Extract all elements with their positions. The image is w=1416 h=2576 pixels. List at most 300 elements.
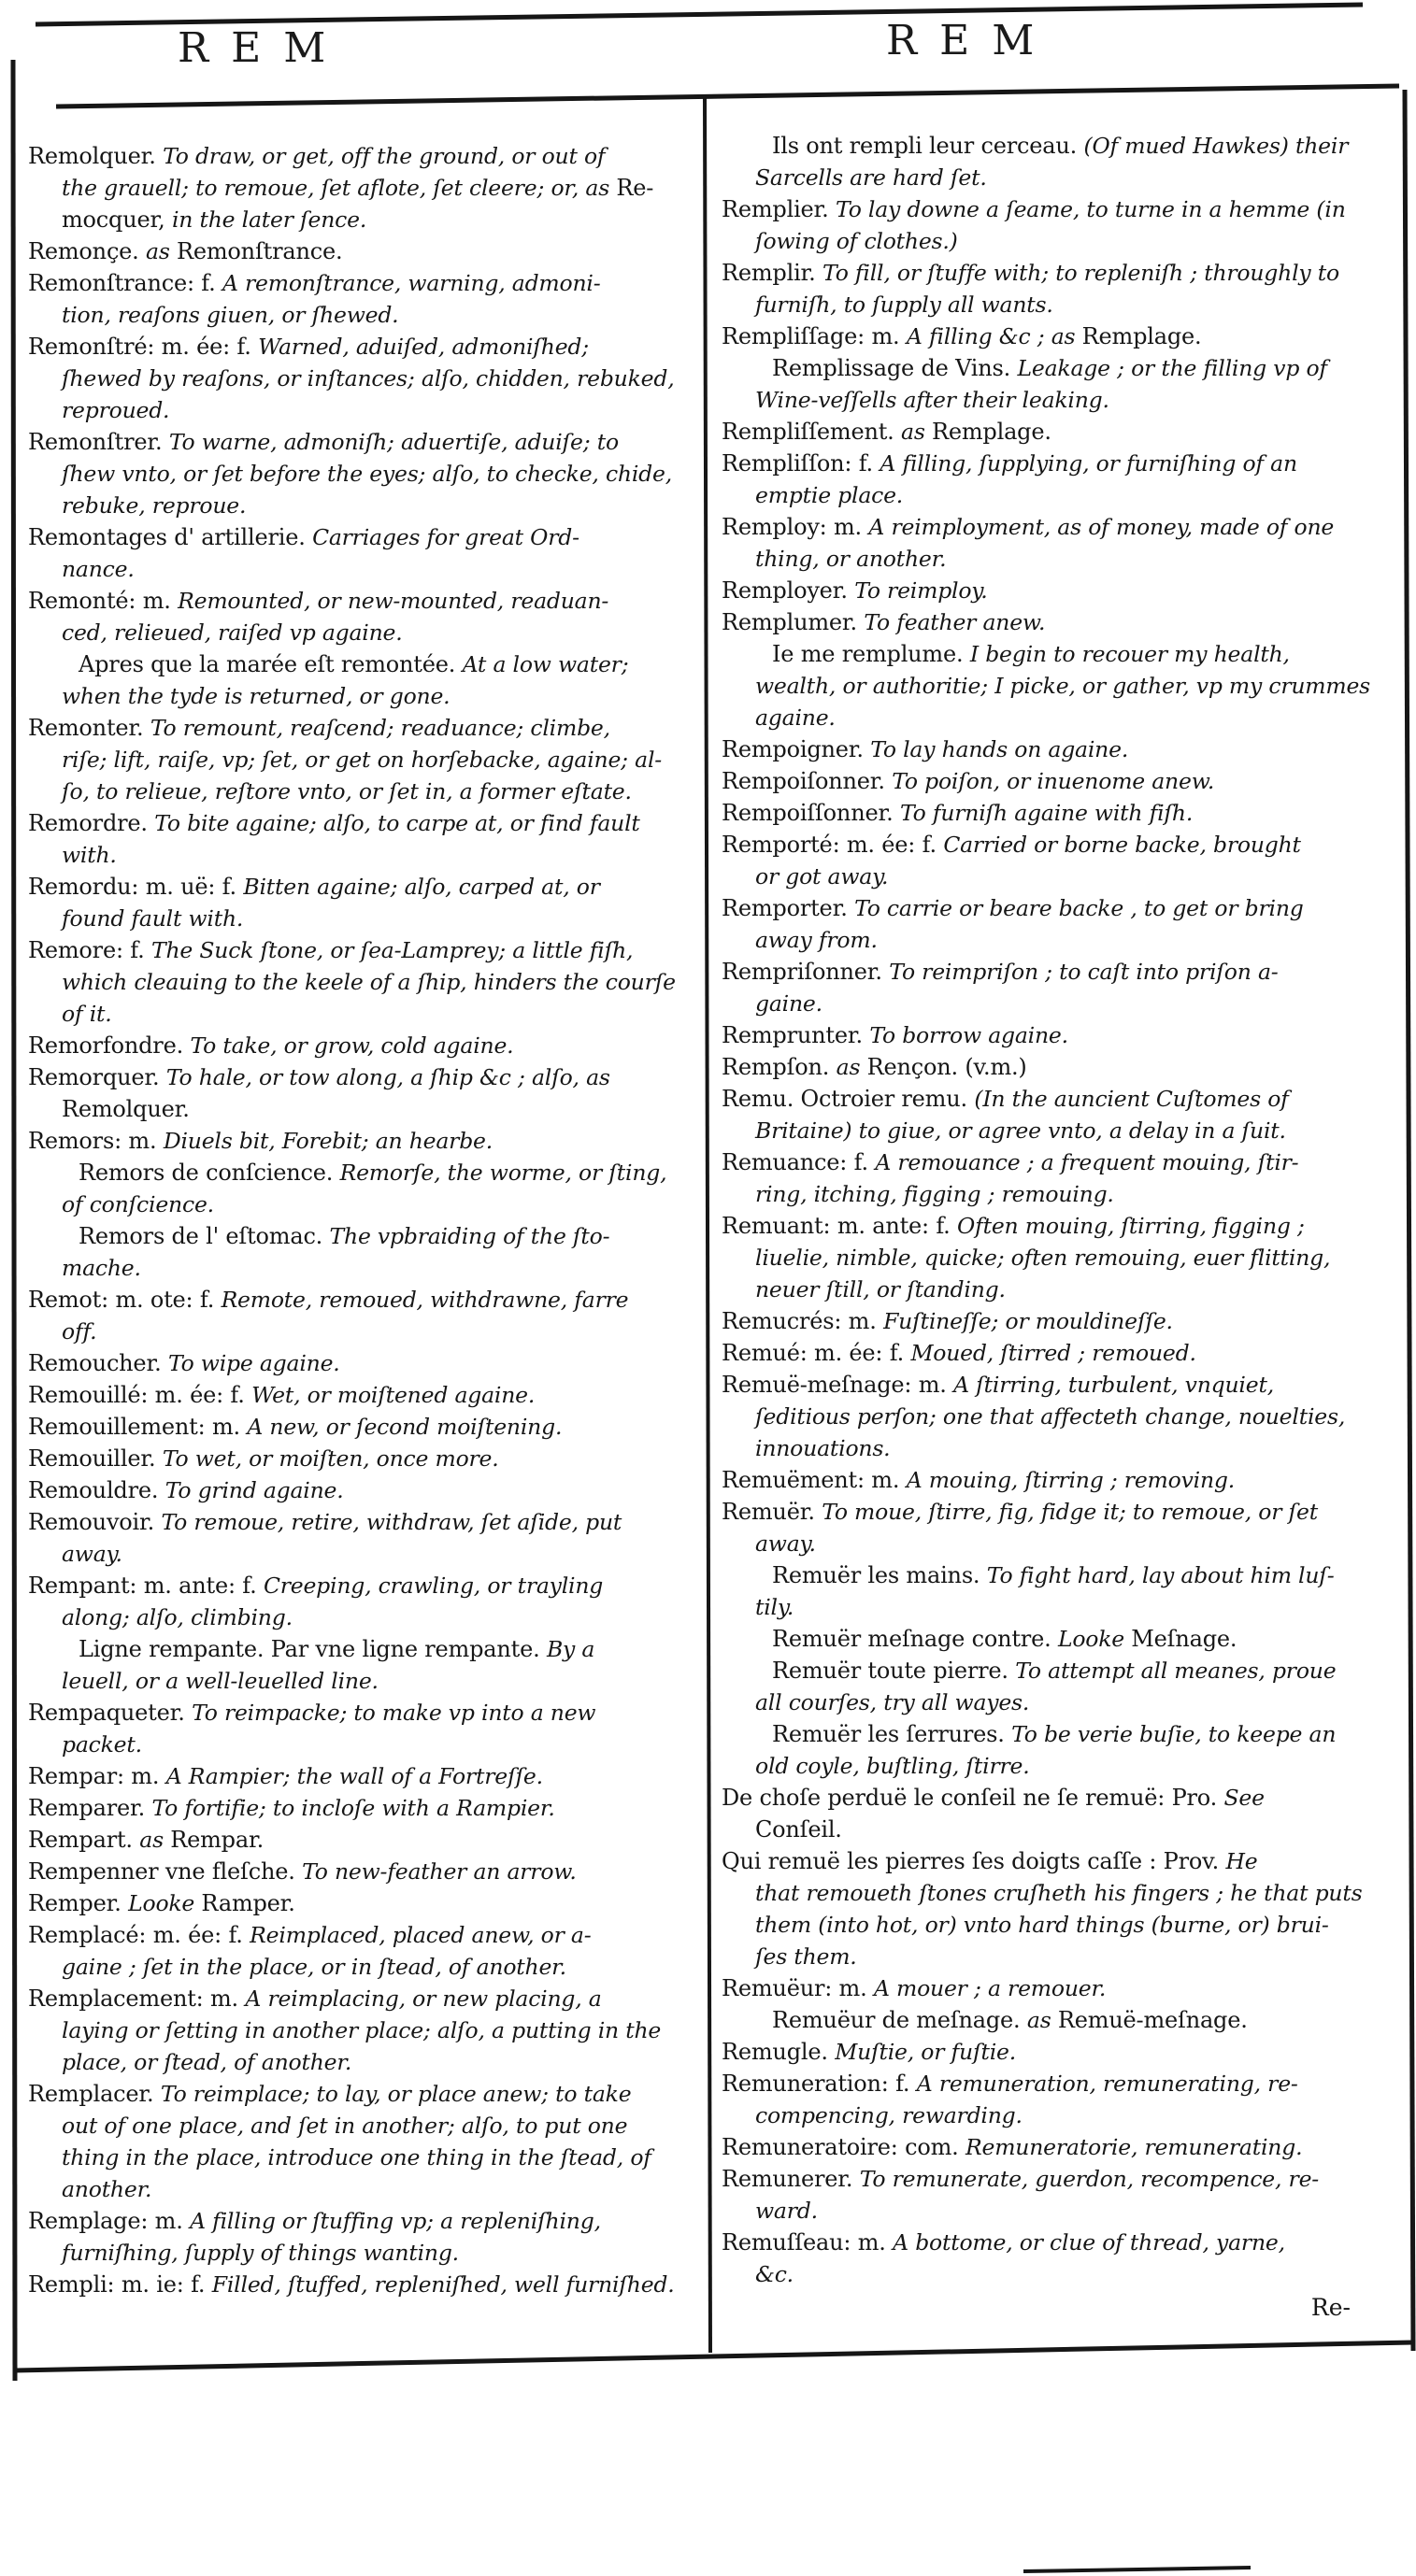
dictionary-line [722,1845,1393,1877]
dictionary-line [28,776,697,807]
definition-text: Often mouing, ſtirring, figging ; [957,1213,1305,1239]
headword-text: Remuëur: m. [722,1975,874,2001]
dictionary-line [28,235,697,267]
dictionary-line [722,702,1393,733]
definition-text: ced, relieued, raiſed vp againe. [62,619,403,646]
dictionary-line [28,1506,697,1538]
dictionary-line [28,1030,697,1061]
definition-text: Filled, ſtuffed, repleniſhed, well furniſhed. [211,2271,675,2298]
dictionary-line [28,1316,697,1347]
headword-text: Rempli: m. ie: f. [28,2271,212,2298]
headword-text: Remolquer. [62,1096,190,1122]
dictionary-line [722,1051,1393,1083]
headword-text: Remuër les ſerrures. [772,1721,1012,1747]
headword-text: Remugle. [722,2039,836,2065]
headword-text: Rempoiſonner. [722,768,893,794]
definition-text: To be verie buſie, to keepe an [1011,1721,1337,1747]
definition-text: &c. [755,2261,794,2287]
definition-text: Remorſe, the worme, or ſting, [339,1160,667,1186]
dictionary-line [722,448,1393,479]
definition-text: A mouing, ſtirring ; removing. [906,1467,1236,1493]
dictionary-line [28,1760,697,1792]
dictionary-line [722,384,1393,416]
dictionary-line [722,956,1393,988]
dictionary-line [28,2237,697,2269]
definition-text: Britaine) to giue, or agree vnto, a delay in a ſuit. [755,1117,1286,1144]
definition-text: tily. [755,1594,794,1620]
definition-text: (Of mued Hawkes) their [1083,133,1349,159]
definition-text: furniſhing, ſupply of things wanting. [62,2240,459,2266]
dictionary-line [28,2142,697,2173]
dictionary-line [722,2068,1393,2099]
headword-text: Remuëur de meſnage. [772,2007,1027,2033]
definition-text: Looke [128,1890,202,1916]
definition-text: furniſh, to ſupply all wants. [755,292,1053,318]
definition-text: To remount, reaſcend; readuance; climbe, [150,715,610,741]
definition-text: To reimploy. [854,577,988,604]
definition-text: Sarcells are hard ſet. [755,164,987,191]
dictionary-line [722,765,1393,797]
definition-text: in the later ſence. [171,206,367,233]
dictionary-line [722,1337,1393,1369]
headword-text: Remouillement: m. [28,1414,248,1440]
definition-text: when the tyde is returned, or gone. [62,683,451,709]
headword-text: Remouiller. [28,1445,163,1472]
headword-text: Qui remuë les pierres ſes doigts caſſe : Prov. [722,1848,1226,1874]
dictionary-line [722,1750,1393,1782]
definition-text: To moue, ſtirre, fig, fidge it; to remoue, or ſet [822,1499,1318,1525]
headword-text: Rempenner vne fleſche. [28,1858,303,1885]
headword-text: Remordu: m. uë: f. [28,874,244,900]
dictionary-line [722,2036,1393,2068]
dictionary-line [722,575,1393,606]
definition-text: Reimplaced, placed anew, or a- [250,1922,592,1948]
definition-text: Warned, aduiſed, admoniſhed; [258,334,589,360]
definition-text: To carrie or beare backe , to get or bring [854,895,1304,921]
dictionary-line [722,1623,1393,1655]
dictionary-line [28,1887,697,1919]
definition-text: mache. [62,1255,141,1281]
headword-text: Remonçe. [28,238,147,264]
dictionary-line [722,1274,1393,1305]
headword-text: Remplage: m. [28,2208,191,2234]
definition-text: To reimpacke; to make vp into a new [192,1700,596,1726]
definition-text: To wipe againe. [167,1350,340,1376]
dictionary-line [28,1570,697,1601]
dictionary-line [722,193,1393,225]
running-head-left: R E M [178,24,331,72]
definition-text: To hale, or tow along, a ſhip &c ; alſo, as [165,1064,610,1090]
dictionary-line [28,140,697,172]
definition-text: them (into hot, or) vnto hard things (burne, or) brui- [755,1912,1329,1938]
definition-text: To bite againe; alſo, to carpe at, or find fault [154,810,640,836]
headword-text: Remonſtrance: f. [28,270,222,296]
definition-text: Muſtie, or fuſtie. [835,2039,1017,2065]
dictionary-line [722,1019,1393,1051]
dictionary-line [28,1856,697,1887]
definition-text: liuelie, nimble, quicke; often remouing, euer flitting, [755,1245,1331,1271]
definition-text: ſhewed by reaſons, or inſtances; alſo, chidden, rebuked, [62,365,675,391]
definition-text: Creeping, crawling, or trayling [263,1573,604,1599]
dictionary-line [28,1188,697,1220]
dictionary-line [28,2078,697,2110]
definition-text: A filling &c ; as [906,323,1082,349]
definition-text: of conſcience. [62,1191,214,1217]
headword-text: Remuër toute pierre. [772,1658,1016,1684]
definition-text: wealth, or authoritie; I picke, or gather, vp my crummes [755,673,1371,699]
definition-text: To draw, or get, off the ground, or out of [163,143,606,169]
headword-text: Remors de l' eſtomac. [79,1223,330,1249]
dictionary-line [722,479,1393,511]
headword-text: Remploy: m. [722,514,869,540]
headword-text: Remparer. [28,1795,152,1821]
dictionary-line [28,1633,697,1665]
dictionary-line [28,934,697,966]
definition-text: away from. [755,927,878,953]
headword-text: Remuër meſnage contre. [772,1626,1058,1652]
dictionary-line [28,1983,697,2014]
dictionary-line [722,2163,1393,2195]
headword-text: Remplier. [722,196,837,222]
definition-text: A reimplacing, or new placing, a [245,1985,602,2012]
definition-text: By a [546,1636,595,1662]
definition-text: old coyle, buſtling, ſtirre. [755,1753,1030,1779]
dictionary-line [722,1528,1393,1559]
definition-text: laying or ſetting in another place; alſo, a putting in the [62,2017,662,2043]
dictionary-line [722,829,1393,861]
dictionary-line [722,1686,1393,1718]
dictionary-line [722,638,1393,670]
dictionary-line [28,839,697,871]
definition-text: To fight hard, lay about him luſ- [986,1562,1335,1588]
definition-text: Bitten againe; alſo, carped at, or [243,874,600,900]
dictionary-line [722,416,1393,448]
dictionary-line [28,1252,697,1284]
headword-text: Remorquer. [28,1064,166,1090]
dictionary-line [28,617,697,648]
definition-text: Remuneratorie, remunerating. [965,2134,1303,2160]
dictionary-line [722,1718,1393,1750]
definition-text: ſes them. [755,1943,857,1970]
definition-text: packet. [62,1731,142,1758]
column-left-text [28,140,697,2300]
definition-text: The vpbraiding of the ſto- [329,1223,610,1249]
headword-text: Rempart. [28,1827,140,1853]
definition-text: Carried or borne backe, brought [943,832,1301,858]
dictionary-line [28,1951,697,1983]
definition-text: ſo, to relieue, reſtore vnto, or ſet in, a former eſtate. [62,778,632,804]
dictionary-line [722,670,1393,702]
headword-text: Rempliſſement. [722,419,902,445]
definition-text: Carriages for great Ord- [312,524,579,550]
headword-text: Remuër les mains. [772,1562,987,1588]
definition-text: ſowing of clothes.) [755,228,958,254]
dictionary-line [722,1496,1393,1528]
dictionary-line [722,1591,1393,1623]
definition-text: the grauell; to remoue, ſet aflote, ſet cleere; or, as [62,175,617,201]
definition-text: againe. [755,704,836,731]
headword-text: Remorfondre. [28,1032,191,1059]
right-border-line [1405,90,1413,2351]
headword-text: Meſnage. [1131,1626,1237,1652]
definition-text: To attempt all meanes, proue [1015,1658,1337,1684]
dictionary-line [722,2227,1393,2258]
dictionary-line [28,1220,697,1252]
dictionary-line [28,1093,697,1125]
definition-text: Diuels bit, Forebit; an hearbe. [163,1128,493,1154]
dictionary-line [722,1115,1393,1146]
definition-text: To grind againe. [164,1477,344,1503]
definition-text: (In the auncient Cuſtomes of [974,1086,1289,1112]
headword-text: Remplage. [1081,323,1202,349]
dictionary-line [722,2258,1393,2290]
definition-text: Remote, remoued, withdrawne, farre [221,1287,629,1313]
headword-text: Remplacer. [28,2081,161,2107]
definition-text: Wine-veſſells after their leaking. [755,387,1109,413]
top-border-line [36,5,1363,24]
definition-text: To wet, or moiſten, once more. [162,1445,499,1472]
definition-text: A mouer ; a remouer. [873,1975,1107,2001]
dictionary-line [722,225,1393,257]
definition-text: nance. [62,556,135,582]
definition-text: A remuneration, remunerating, re- [916,2071,1298,2097]
dictionary-line [28,267,697,299]
definition-text: away. [62,1541,122,1567]
dictionary-line [722,543,1393,575]
definition-text: To remoue, retire, withdraw, ſet aſide, put [161,1509,622,1535]
dictionary-line [28,966,697,998]
headword-text: Remonté: m. [28,588,179,614]
definition-text: gaine ; ſet in the place, or in ſtead, of another. [62,1954,566,1980]
dictionary-line [28,2014,697,2046]
headword-text: Remployer. [722,577,855,604]
dictionary-line [28,363,697,394]
headword-text: Rempaqueter. [28,1700,193,1726]
headword-text: Remore: f. [28,937,151,963]
dictionary-line [28,1538,697,1570]
dictionary-line [28,1729,697,1760]
definition-text: A reimployment, as of money, made of one [868,514,1335,540]
dictionary-line [28,2173,697,2205]
dictionary-line [28,680,697,712]
definition-text: Moued, ſtirred ; remoued. [910,1340,1196,1366]
definition-text: ſhew vnto, or ſet before the eyes; alſo, to checke, chide, [62,461,672,487]
definition-text: To lay hands on againe. [870,736,1129,762]
headword-text: mocquer, [62,206,172,233]
definition-text: as [901,419,932,445]
headword-text: Rempſon. [722,1054,837,1080]
dictionary-line [28,1125,697,1157]
dictionary-line [28,1157,697,1188]
definition-text: A remonſtrance, warning, admoni- [222,270,601,296]
headword-text: Remplage. [932,419,1051,445]
dictionary-line [28,1411,697,1443]
definition-text: Looke [1057,1626,1132,1652]
headword-text: Remplacement: m. [28,1985,246,2012]
definition-text: To new-feather an arrow. [302,1858,577,1885]
dictionary-line [722,2131,1393,2163]
dictionary-line [722,1941,1393,1972]
dictionary-line [722,2004,1393,2036]
headword-text: Ils ont rempli leur cerceau. [772,133,1084,159]
dictionary-line [722,1909,1393,1941]
headword-text: Rempliſſon: f. [722,450,880,477]
dictionary-line [28,1601,697,1633]
dictionary-line [722,1210,1393,1242]
definition-text: At a low water; [462,651,629,677]
dictionary-line [722,733,1393,765]
headword-text: Remunerer. [722,2166,860,2192]
dictionary-line [28,903,697,934]
dictionary-line [722,1401,1393,1432]
definition-text: To take, or grow, cold againe. [190,1032,514,1059]
headword-text: Remot: m. ote: f. [28,1287,222,1313]
definition-text: leuell, or a well-leuelled line. [62,1668,379,1694]
definition-text: as [146,238,177,264]
dictionary-line [28,458,697,490]
headword-text: Remontages d' artillerie. [28,524,313,550]
definition-text: To borrow againe. [869,1022,1068,1048]
dictionary-line [28,299,697,331]
dictionary-line [722,289,1393,320]
headword-text: Remonter. [28,715,150,741]
running-head-right: R E M [886,17,1039,64]
dictionary-line [722,162,1393,193]
dictionary-line [722,1814,1393,1845]
dictionary-line [722,606,1393,638]
headword-text: Remolquer. [28,143,164,169]
headword-text: Remuëment: m. [722,1467,907,1493]
definition-text: away. [755,1530,816,1557]
definition-text: To furniſh againe with fiſh. [899,800,1194,826]
dictionary-line [722,1083,1393,1115]
dictionary-line [722,1305,1393,1337]
definition-text: To reimplace; to lay, or place anew; to take [160,2081,632,2107]
definition-text: tion, reaſons giuen, or ſhewed. [62,302,399,328]
dictionary-line [28,2205,697,2237]
dictionary-line [722,892,1393,924]
dictionary-line [28,2046,697,2078]
definition-text: rebuke, reproue. [62,492,247,519]
header-rule-line [56,86,1399,107]
dictionary-line [28,1665,697,1697]
definition-text: thing in the place, introduce one thing in the ſtead, of [62,2144,651,2170]
headword-text: Remouldre. [28,1477,165,1503]
dictionary-line [722,1464,1393,1496]
headword-text: Ligne rempante. Par vne ligne rempante. [79,1636,547,1662]
headword-text: Remporter. [722,895,855,921]
headword-text: Remonſtrer. [28,429,169,455]
column-right-text [722,130,1393,2290]
dictionary-line [28,1347,697,1379]
definition-text: all courſes, try all wayes. [755,1689,1030,1715]
definition-text: that remoueth ſtones cruſheth his fingers ; he that puts [755,1880,1363,1906]
definition-text: with. [62,842,117,868]
headword-text: Remors de conſcience. [79,1160,340,1186]
headword-text: Remucrés: m. [722,1308,884,1334]
headword-text: Remouvoir. [28,1509,162,1535]
headword-text: Remporté: m. ée: f. [722,832,944,858]
dictionary-line [28,394,697,426]
headword-text: Remplacé: m. ée: f. [28,1922,250,1948]
headword-text: Remuneration: f. [722,2071,917,2097]
dictionary-line [28,331,697,363]
column-divider-line [705,96,710,2353]
definition-text: A remouance ; a frequent mouing, ſtir- [875,1149,1299,1175]
left-border-line [13,60,15,2381]
dictionary-line [722,1432,1393,1464]
dictionary-line [722,924,1393,956]
headword-text: Rempant: m. ante: f. [28,1573,264,1599]
headword-text: Rempar: m. [28,1763,166,1789]
headword-text: Remuance: f. [722,1149,876,1175]
definition-text: Wet, or moiſtened againe. [251,1382,536,1408]
dictionary-line [722,1972,1393,2004]
headword-text: Rempoigner. [722,736,871,762]
dictionary-line [28,998,697,1030]
headword-text: Remouillé: m. ée: f. [28,1382,252,1408]
definition-text: ſeditious perſon; one that affecteth change, nouelties, [755,1403,1346,1430]
dictionary-line [28,1443,697,1474]
headword-text: Remuſſeau: m. [722,2229,894,2256]
definition-text: place, or ſtead, of another. [62,2049,352,2075]
definition-text: I begin to recouer my health, [969,641,1290,667]
definition-text: neuer ſtill, or ſtanding. [755,1276,1006,1302]
headword-text: Ramper. [201,1890,295,1916]
definition-text: as [139,1827,171,1853]
headword-text: Remordre. [28,810,155,836]
dictionary-line [28,712,697,744]
dictionary-line [28,871,697,903]
definition-text: To fortifie; to incloſe with a Rampier. [151,1795,555,1821]
headword-text: Remuër. [722,1499,822,1525]
dictionary-line [722,1369,1393,1401]
dictionary-line [28,172,697,204]
dictionary-line [28,521,697,553]
definition-text: compencing, rewarding. [755,2102,1023,2128]
headword-text: De choſe perduë le conſeil ne ſe remuë: Pro. [722,1785,1224,1811]
column-left [28,140,697,2300]
headword-text: Remuë-meſnage: m. [722,1372,954,1398]
definition-text: To remunerate, guerdon, recompence, re- [859,2166,1320,2192]
headword-text: Rempriſonner. [722,959,890,985]
dictionary-line [28,744,697,776]
definition-text: ward. [755,2198,818,2224]
definition-text: as [836,1054,867,1080]
headword-text: Remors: m. [28,1128,164,1154]
definition-text: ring, itching, figging ; remouing. [755,1181,1114,1207]
definition-text: another. [62,2176,152,2202]
definition-text: as [1026,2007,1058,2033]
definition-text: emptie place. [755,482,904,508]
definition-text: along; alſo, climbing. [62,1604,293,1630]
dictionary-line [722,1178,1393,1210]
dictionary-line [28,2269,697,2300]
dictionary-line [28,1379,697,1411]
definition-text: A ſtirring, turbulent, vnquiet, [953,1372,1274,1398]
definition-text: He [1225,1848,1258,1874]
dictionary-line [28,426,697,458]
headword-text: Remoucher. [28,1350,168,1376]
definition-text: To poiſon, or inuenome anew. [892,768,1215,794]
definition-text: To warne, admoniſh; aduertiſe, aduiſe; to [168,429,619,455]
dictionary-line [28,1284,697,1316]
headword-text: Remper. [28,1890,129,1916]
headword-text: Remonſtrance. [177,238,343,264]
definition-text: riſe; lift, raiſe, vp; ſet, or get on horſebacke, againe; al- [62,747,663,773]
dictionary-line [28,1824,697,1856]
dictionary-line [722,1655,1393,1686]
